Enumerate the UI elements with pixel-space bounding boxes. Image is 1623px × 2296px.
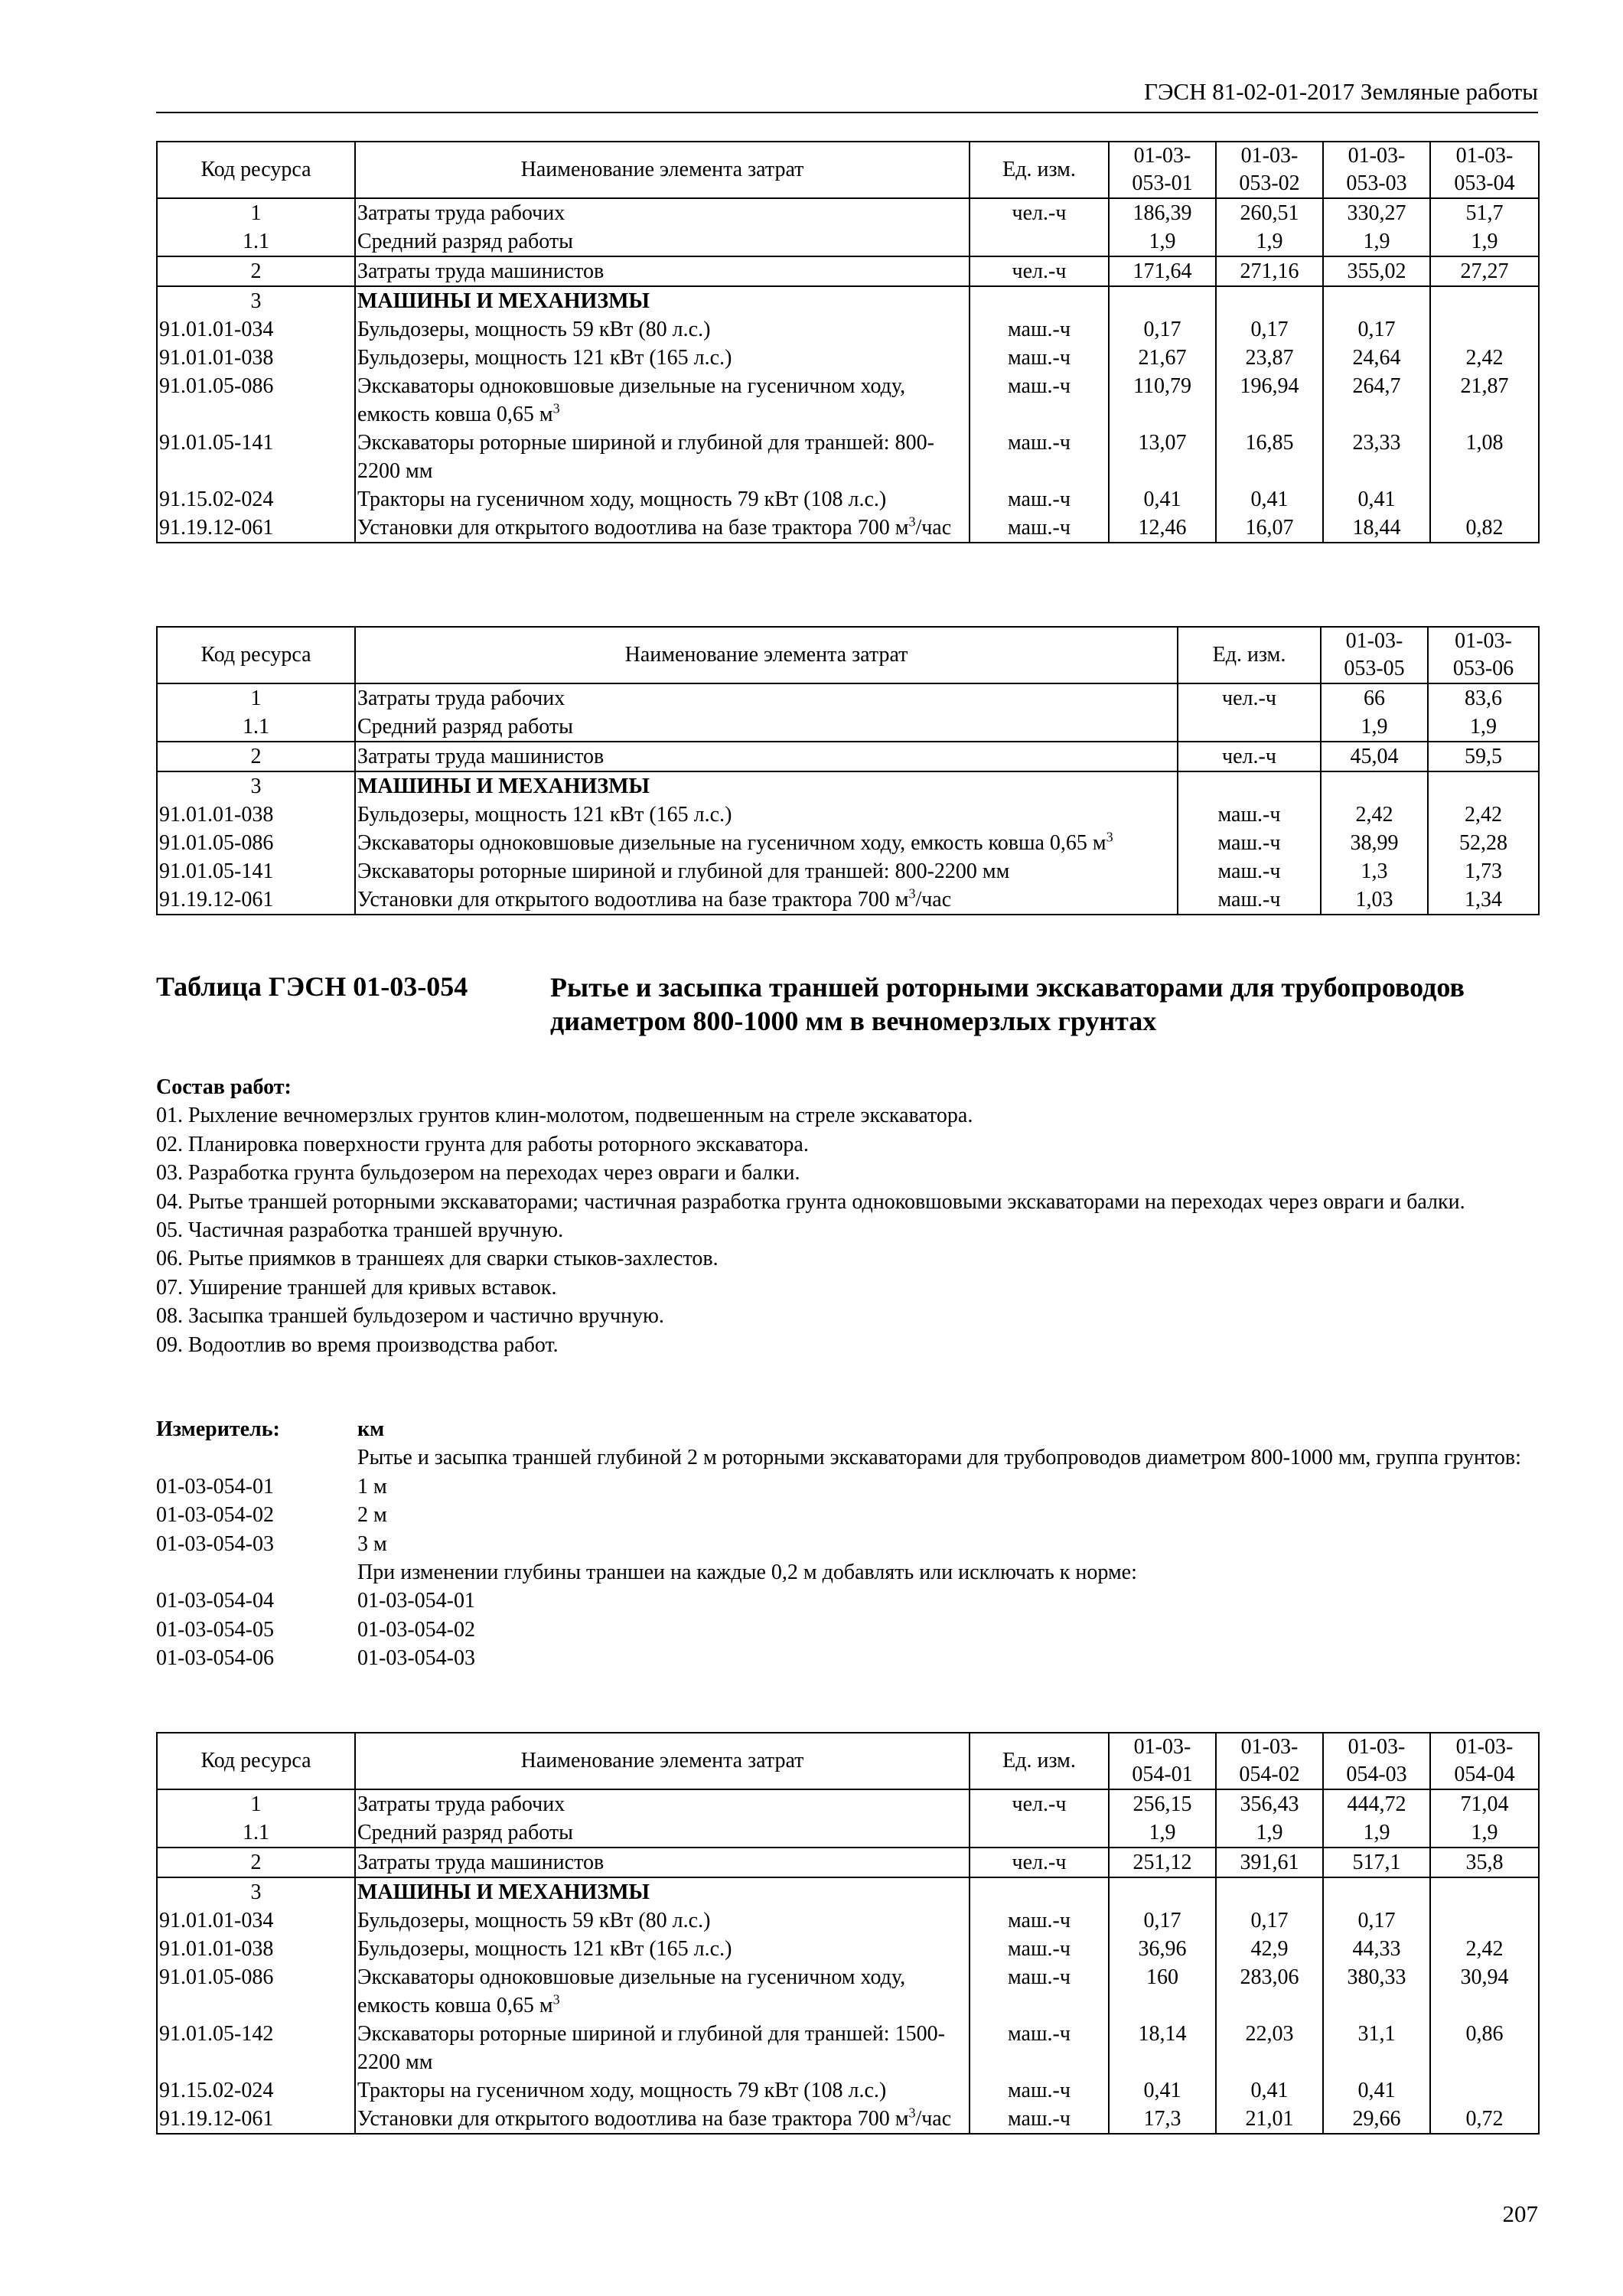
norm-value: 1,3 — [1321, 857, 1428, 885]
resource-name: Средний разряд работы — [355, 713, 1178, 742]
norm-value: 01-03-054-02 — [357, 1617, 475, 1642]
table-row — [157, 1877, 1539, 1906]
norm-value: 0,17 — [1216, 315, 1323, 344]
resource-name: Бульдозеры, мощность 59 кВт (80 л.с.) — [355, 1906, 970, 1935]
resource-name: Экскаваторы одноковшовые дизельные на гусеничном ходу, емкость ковша 0,65 $м^3$ — [355, 1963, 970, 2020]
table-row — [157, 857, 1539, 885]
unit: чел.-ч — [970, 198, 1109, 227]
work-composition — [156, 1073, 1533, 1359]
table-row — [157, 227, 1539, 256]
resource-name: Тракторы на гусеничном ходу, мощность 79 кВт (108 л.с.) — [355, 485, 970, 514]
resource-code: 91.01.01-038 — [157, 801, 355, 829]
table-row — [157, 1935, 1539, 1963]
norm-value: 110,79 — [1109, 372, 1216, 429]
table-row — [157, 198, 1539, 227]
unit: маш.-ч — [970, 1935, 1109, 1963]
norm-value: 1,03 — [1321, 885, 1428, 915]
table-name: Рытье и засыпка траншей роторными экскаваторами для трубопроводов диаметром 800-1000 мм в вечномерзлых грунтах — [550, 972, 1465, 1036]
norm-value: 1,9 — [1323, 227, 1430, 256]
norm-value: 0,41 — [1109, 2076, 1216, 2105]
norm-value: 2,42 — [1428, 801, 1539, 829]
resource-name: Экскаваторы роторные шириной и глубиной для траншей: 800-2200 мм — [355, 857, 1178, 885]
norm-code: 01-03-054-03 — [156, 1531, 274, 1556]
unit: чел.-ч — [970, 1848, 1109, 1877]
resource-name: Экскаваторы роторные шириной и глубиной для траншей: 800-2200 мм — [355, 429, 970, 485]
table-row — [157, 429, 1539, 485]
norm-value: 71,04 — [1430, 1789, 1539, 1818]
norm-code: 01-03-054-02 — [156, 1503, 274, 1528]
norm-value: 283,06 — [1216, 1963, 1323, 2020]
table-row — [157, 1906, 1539, 1935]
resource-name: Установки для открытого водоотлива на базе трактора 700 $м^3$/час — [355, 2105, 970, 2134]
column-header: 01-03- 054-04 — [1430, 1733, 1539, 1789]
norm-value: 0,17 — [1323, 315, 1430, 344]
norm-value: 1 м — [357, 1474, 387, 1499]
norm-value: 517,1 — [1323, 1848, 1430, 1877]
unit — [1178, 771, 1321, 801]
norm-value: 44,33 — [1323, 1935, 1430, 1963]
measurement-block — [156, 1415, 1538, 1673]
table-row — [157, 885, 1539, 915]
table-row — [157, 713, 1539, 742]
table-row — [157, 771, 1539, 801]
norm-value: 1,9 — [1323, 1818, 1430, 1848]
norm-value: 0,17 — [1216, 1906, 1323, 1935]
measure-row — [156, 1473, 1538, 1501]
work-item: 02. Планировка поверхности грунта для работы роторного экскаватора. — [156, 1132, 809, 1156]
resource-code: 91.01.01-034 — [157, 1906, 355, 1935]
resource-code: 1 — [157, 683, 355, 713]
table-row — [157, 801, 1539, 829]
norm-value: 59,5 — [1428, 742, 1539, 771]
unit: маш.-ч — [970, 1963, 1109, 2020]
norm-value: 355,02 — [1323, 256, 1430, 286]
norm-value: 0,86 — [1430, 2020, 1539, 2076]
unit: маш.-ч — [1178, 885, 1321, 915]
resource-code: 2 — [157, 1848, 355, 1877]
table-row — [157, 1818, 1539, 1848]
norm-value: 1,34 — [1428, 885, 1539, 915]
table-row — [157, 829, 1539, 857]
norm-value: 391,61 — [1216, 1848, 1323, 1877]
unit: маш.-ч — [970, 514, 1109, 543]
measure-row — [156, 1501, 1538, 1529]
norm-value: 2 м — [357, 1503, 387, 1528]
norm-value — [1216, 1877, 1323, 1906]
norm-value: 380,33 — [1323, 1963, 1430, 2020]
norm-value: 186,39 — [1109, 198, 1216, 227]
norm-value — [1216, 286, 1323, 315]
work-composition-heading: Состав работ: — [156, 1075, 292, 1099]
unit: маш.-ч — [1178, 857, 1321, 885]
resource-name: Затраты труда машинистов — [355, 742, 1178, 771]
work-item: 03. Разработка грунта бульдозером на переходах через овраги и балки. — [156, 1161, 800, 1186]
resource-table-054 — [156, 1732, 1540, 2135]
norm-value: 0,17 — [1109, 1906, 1216, 1935]
resource-name: МАШИНЫ И МЕХАНИЗМЫ — [355, 771, 1178, 801]
norm-value: 1,73 — [1428, 857, 1539, 885]
norm-value: 36,96 — [1109, 1935, 1216, 1963]
norm-value: 0,41 — [1216, 485, 1323, 514]
resource-code: 91.19.12-061 — [157, 885, 355, 915]
resource-code: 1.1 — [157, 1818, 355, 1848]
work-item: 07. Уширение траншей для кривых вставок. — [156, 1275, 557, 1300]
norm-value: 330,27 — [1323, 198, 1430, 227]
unit: маш.-ч — [970, 344, 1109, 372]
table-row — [157, 256, 1539, 286]
table-row — [157, 344, 1539, 372]
resource-code: 91.01.05-086 — [157, 1963, 355, 2020]
unit: маш.-ч — [970, 485, 1109, 514]
resource-name: Средний разряд работы — [355, 1818, 970, 1848]
norm-code: 01-03-054-05 — [156, 1617, 274, 1642]
resource-code: 91.19.12-061 — [157, 514, 355, 543]
norm-value: 18,14 — [1109, 2020, 1216, 2076]
column-header: 01-03- 053-04 — [1430, 142, 1539, 198]
resource-code: 91.01.05-086 — [157, 829, 355, 857]
norm-value: 30,94 — [1430, 1963, 1539, 2020]
unit: маш.-ч — [970, 2105, 1109, 2134]
table-row — [157, 1789, 1539, 1818]
table-row — [157, 315, 1539, 344]
norm-value: 1,08 — [1430, 429, 1539, 485]
norm-value: 01-03-054-01 — [357, 1589, 475, 1613]
measure-label: Измеритель: — [156, 1417, 280, 1441]
header-row — [157, 1733, 1539, 1789]
norm-value: 21,87 — [1430, 372, 1539, 429]
norm-value: 2,42 — [1430, 344, 1539, 372]
running-header — [156, 77, 1538, 113]
norm-value: 31,1 — [1323, 2020, 1430, 2076]
column-header: Наименование элемента затрат — [355, 142, 970, 198]
unit — [970, 227, 1109, 256]
resource-name: МАШИНЫ И МЕХАНИЗМЫ — [355, 1877, 970, 1906]
norm-value: 12,46 — [1109, 514, 1216, 543]
norm-value: 27,27 — [1430, 256, 1539, 286]
norm-value: 29,66 — [1323, 2105, 1430, 2134]
resource-name: Тракторы на гусеничном ходу, мощность 79 кВт (108 л.с.) — [355, 2076, 970, 2105]
norm-value: 271,16 — [1216, 256, 1323, 286]
norm-code: 01-03-054-01 — [156, 1474, 274, 1499]
resource-name: Затраты труда машинистов — [355, 256, 970, 286]
resource-name: Экскаваторы роторные шириной и глубиной для траншей: 1500-2200 мм — [355, 2020, 970, 2076]
resource-table-053-b — [156, 626, 1540, 915]
resource-code: 91.01.01-038 — [157, 1935, 355, 1963]
norm-value — [1323, 1877, 1430, 1906]
resource-name: Затраты труда рабочих — [355, 683, 1178, 713]
norm-value — [1428, 771, 1539, 801]
measure-row — [156, 1530, 1538, 1558]
resource-code: 91.19.12-061 — [157, 2105, 355, 2134]
norm-value: 18,44 — [1323, 514, 1430, 543]
norm-value: 52,28 — [1428, 829, 1539, 857]
norm-value: 444,72 — [1323, 1789, 1430, 1818]
norm-value: 51,7 — [1430, 198, 1539, 227]
norm-value: 17,3 — [1109, 2105, 1216, 2134]
norm-value — [1430, 286, 1539, 315]
resource-code: 91.01.05-086 — [157, 372, 355, 429]
norm-value — [1109, 286, 1216, 315]
resource-code: 91.01.05-141 — [157, 429, 355, 485]
norm-value — [1430, 1877, 1539, 1906]
measure-note: При изменении глубины траншеи на каждые 0,2 м добавлять или исключать к норме: — [357, 1561, 1137, 1585]
norm-value: 0,72 — [1430, 2105, 1539, 2134]
resource-code: 91.01.05-142 — [157, 2020, 355, 2076]
norm-value — [1109, 1877, 1216, 1906]
unit: маш.-ч — [970, 429, 1109, 485]
norm-value: 13,07 — [1109, 429, 1216, 485]
column-header: 01-03- 053-03 — [1323, 142, 1430, 198]
norm-code: 01-03-054-04 — [156, 1589, 274, 1613]
norm-value — [1430, 2076, 1539, 2105]
work-item: 04. Рытье траншей роторными экскаваторами; частичная разработка грунта одноковшовыми экскаваторами на переходах через овраги и балки. — [156, 1189, 1465, 1214]
norm-value: 0,17 — [1323, 1906, 1430, 1935]
unit — [970, 286, 1109, 315]
measure-row — [156, 1587, 1538, 1615]
work-item: 05. Частичная разработка траншей вручную. — [156, 1218, 564, 1243]
column-header: Код ресурса — [157, 1733, 355, 1789]
resource-code: 91.15.02-024 — [157, 485, 355, 514]
work-item: 01. Рыхление вечномерзлых грунтов клин-молотом, подвешенным на стреле экскаватора. — [156, 1104, 973, 1128]
table-row — [157, 2020, 1539, 2076]
norm-value: 1,9 — [1430, 1818, 1539, 1848]
header-row — [157, 142, 1539, 198]
resource-code: 1 — [157, 1789, 355, 1818]
resource-name: Бульдозеры, мощность 121 кВт (165 л.с.) — [355, 344, 970, 372]
table-row — [157, 2076, 1539, 2105]
norm-value: 2,42 — [1321, 801, 1428, 829]
resource-name: МАШИНЫ И МЕХАНИЗМЫ — [355, 286, 970, 315]
norm-value: 3 м — [357, 1531, 387, 1556]
norm-value: 1,9 — [1321, 713, 1428, 742]
measure-row — [156, 1644, 1538, 1672]
column-header: Ед. изм. — [970, 1733, 1109, 1789]
resource-code: 2 — [157, 256, 355, 286]
norm-value: 1,9 — [1216, 1818, 1323, 1848]
unit: чел.-ч — [1178, 742, 1321, 771]
norm-value: 171,64 — [1109, 256, 1216, 286]
work-item: 09. Водоотлив во время производства работ. — [156, 1332, 559, 1357]
norm-value: 356,43 — [1216, 1789, 1323, 1818]
table-row — [157, 1963, 1539, 2020]
unit: чел.-ч — [970, 1789, 1109, 1818]
column-header: Наименование элемента затрат — [355, 1733, 970, 1789]
norm-value: 16,07 — [1216, 514, 1323, 543]
resource-code: 91.01.01-034 — [157, 315, 355, 344]
norm-value: 0,82 — [1430, 514, 1539, 543]
resource-name: Установки для открытого водоотлива на базе трактора 700 $м^3$/час — [355, 885, 1178, 915]
work-item: 08. Засыпка траншей бульдозером и частично вручную. — [156, 1304, 664, 1329]
norm-value — [1430, 485, 1539, 514]
norm-value: 1,9 — [1109, 1818, 1216, 1848]
resource-name: Установки для открытого водоотлива на базе трактора 700 $м^3$/час — [355, 514, 970, 543]
measure-row — [156, 1616, 1538, 1644]
table-row — [157, 2105, 1539, 2134]
resource-name: Затраты труда рабочих — [355, 198, 970, 227]
unit: маш.-ч — [1178, 801, 1321, 829]
unit: маш.-ч — [1178, 829, 1321, 857]
resource-name: Бульдозеры, мощность 121 кВт (165 л.с.) — [355, 1935, 970, 1963]
unit — [970, 1818, 1109, 1848]
norm-value: 251,12 — [1109, 1848, 1216, 1877]
norm-value: 1,9 — [1428, 713, 1539, 742]
column-header: 01-03- 054-01 — [1109, 1733, 1216, 1789]
page-number: 207 — [1502, 2200, 1538, 2227]
column-header: 01-03- 054-03 — [1323, 1733, 1430, 1789]
table-row — [157, 742, 1539, 771]
measure-description: Рытье и засыпка траншей глубиной 2 м роторными экскаваторами для трубопроводов диаметром 800-1000 мм, группа грунтов: — [357, 1446, 1521, 1470]
work-item: 06. Рытье приямков в траншеях для сварки стыков-захлестов. — [156, 1247, 719, 1271]
column-header: 01-03- 054-02 — [1216, 1733, 1323, 1789]
unit: чел.-ч — [1178, 683, 1321, 713]
norm-value: 21,01 — [1216, 2105, 1323, 2134]
column-header: 01-03- 053-02 — [1216, 142, 1323, 198]
column-header: 01-03- 053-01 — [1109, 142, 1216, 198]
unit: маш.-ч — [970, 2020, 1109, 2076]
resource-code: 2 — [157, 742, 355, 771]
measure-unit: км — [357, 1417, 385, 1441]
norm-value: 196,94 — [1216, 372, 1323, 429]
resource-code: 1.1 — [157, 713, 355, 742]
norm-value — [1323, 286, 1430, 315]
table-row — [157, 1848, 1539, 1877]
norm-value: 0,41 — [1323, 485, 1430, 514]
resource-name: Затраты труда машинистов — [355, 1848, 970, 1877]
resource-code: 3 — [157, 1877, 355, 1906]
resource-name: Средний разряд работы — [355, 227, 970, 256]
norm-value: 0,41 — [1109, 485, 1216, 514]
table-label: Таблица ГЭСН 01-03-054 — [156, 971, 468, 1002]
norm-value: 16,85 — [1216, 429, 1323, 485]
norm-value: 260,51 — [1216, 198, 1323, 227]
norm-value: 160 — [1109, 1963, 1216, 2020]
norm-value: 1,9 — [1109, 227, 1216, 256]
norm-value — [1321, 771, 1428, 801]
resource-name: Экскаваторы одноковшовые дизельные на гусеничном ходу, емкость ковша 0,65 $м^3$ — [355, 829, 1178, 857]
table-row — [157, 485, 1539, 514]
norm-value: 24,64 — [1323, 344, 1430, 372]
norm-value: 1,9 — [1216, 227, 1323, 256]
resource-table-053-a — [156, 141, 1540, 543]
table-row — [157, 683, 1539, 713]
norm-value: 38,99 — [1321, 829, 1428, 857]
header-title: ГЭСН 81-02-01-2017 Земляные работы — [1144, 78, 1538, 105]
norm-value: 0,41 — [1216, 2076, 1323, 2105]
norm-value: 1,9 — [1430, 227, 1539, 256]
norm-value: 0,17 — [1109, 315, 1216, 344]
column-header: Наименование элемента затрат — [355, 627, 1178, 683]
column-header: Код ресурса — [157, 142, 355, 198]
resource-name: Затраты труда рабочих — [355, 1789, 970, 1818]
resource-code: 1 — [157, 198, 355, 227]
unit: маш.-ч — [970, 372, 1109, 429]
norm-value: 01-03-054-03 — [357, 1646, 475, 1671]
column-header: 01-03- 053-05 — [1321, 627, 1428, 683]
resource-name: Бульдозеры, мощность 121 кВт (165 л.с.) — [355, 801, 1178, 829]
norm-value: 45,04 — [1321, 742, 1428, 771]
unit — [970, 1877, 1109, 1906]
norm-value — [1430, 1906, 1539, 1935]
unit: маш.-ч — [970, 1906, 1109, 1935]
norm-value — [1430, 315, 1539, 344]
unit: чел.-ч — [970, 256, 1109, 286]
norm-value: 23,33 — [1323, 429, 1430, 485]
resource-code: 91.01.05-141 — [157, 857, 355, 885]
resource-code: 91.01.01-038 — [157, 344, 355, 372]
norm-value: 0,41 — [1323, 2076, 1430, 2105]
resource-name: Экскаваторы одноковшовые дизельные на гусеничном ходу, емкость ковша 0,65 $м^3$ — [355, 372, 970, 429]
header-row — [157, 627, 1539, 683]
norm-value: 35,8 — [1430, 1848, 1539, 1877]
unit: маш.-ч — [970, 315, 1109, 344]
resource-name: Бульдозеры, мощность 59 кВт (80 л.с.) — [355, 315, 970, 344]
table-row — [157, 372, 1539, 429]
norm-value: 66 — [1321, 683, 1428, 713]
norm-value: 264,7 — [1323, 372, 1430, 429]
resource-code: 1.1 — [157, 227, 355, 256]
norm-value: 21,67 — [1109, 344, 1216, 372]
norm-value: 256,15 — [1109, 1789, 1216, 1818]
resource-code: 3 — [157, 286, 355, 315]
column-header: 01-03- 053-06 — [1428, 627, 1539, 683]
norm-value: 23,87 — [1216, 344, 1323, 372]
norm-value: 2,42 — [1430, 1935, 1539, 1963]
norm-value: 42,9 — [1216, 1935, 1323, 1963]
norm-code: 01-03-054-06 — [156, 1646, 274, 1671]
column-header: Ед. изм. — [1178, 627, 1321, 683]
column-header: Код ресурса — [157, 627, 355, 683]
resource-code: 3 — [157, 771, 355, 801]
table-row — [157, 286, 1539, 315]
unit: маш.-ч — [970, 2076, 1109, 2105]
norm-value: 22,03 — [1216, 2020, 1323, 2076]
norm-value: 83,6 — [1428, 683, 1539, 713]
unit — [1178, 713, 1321, 742]
column-header: Ед. изм. — [970, 142, 1109, 198]
table-row — [157, 514, 1539, 543]
resource-code: 91.15.02-024 — [157, 2076, 355, 2105]
